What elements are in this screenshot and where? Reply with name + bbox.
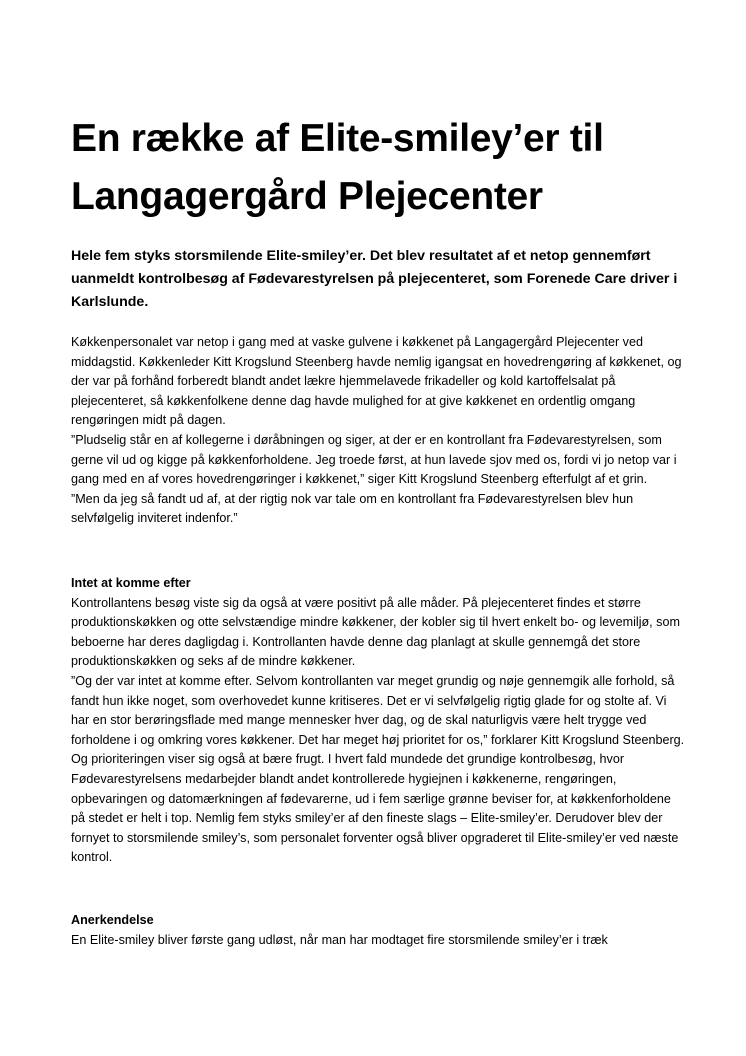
article-title: En række af Elite-smiley’er til Langagergård Plejecenter	[71, 117, 604, 218]
intro-section	[71, 333, 686, 529]
section-heading: Intet at komme efter	[71, 576, 191, 590]
body-paragraph: ”Og der var intet at komme efter. Selvom kontrollanten var meget grundig og nøje gennemgik alle forhold, så fandt hun ikke noget, som overhovedet kunne kritiseres. Det er vi selvfølgelig rigtig glade for og stolte af. Vi har en stor berøringsflade med mange mennesker hver dag, og de skal naturligvis være helt trygge ved forholdene i og omkring vores køkkener. Det har meget høj prioritet for os,” forklarer Kitt Krogslund Steenberg.	[71, 673, 685, 747]
body-paragraph: Og prioriteringen viser sig også at bære frugt. I hvert fald mundede det grundige kontrolbesøg, hvor Fødevarestyrelsens medarbejder blandt andet kontrollerede hygiejnen i køkkenerne, rengøringen, opbevaringen og datomærkningen af fødevarerne, ud i fem særlige grønne beviser for, at køkkenforholdene på stedet er helt i top. Nemlig fem styks smiley’er af den fineste slags – Elite-smiley’er. Derudover blev der fornyet to storsmilende smiley’s, som personalet forventer også bliver opgraderet til Elite-smiley’er ved næste kontrol.	[71, 752, 679, 865]
article-lead: Hele fem styks storsmilende Elite-smiley’er. Det blev resultatet af et netop gennemført uanmeldt kontrolbesøg af Fødevarestyrelsen på plejecenteret, som Forenede Care driver i Karlslunde.	[71, 248, 678, 310]
body-paragraph: Køkkenpersonalet var netop i gang med at vaske gulvene i køkkenet på Langagergård Plejecenter ved middagstid. Køkkenleder Kitt Krogslund Steenberg havde nemlig igangsat en hovedrengøring af køkkenet, og der var på forhånd forberedt blandt andet lækre hjemmelavede frikadeller og kold kartoffelsalat på plejecenteret, så køkkenfolkene denne dag havde mulighed for at give køkkenet en ordentlig omgang rengøringen midt på dagen.	[71, 335, 682, 428]
body-paragraph: ”Men da jeg så fandt ud af, at der rigtig nok var tale om en kontrollant fra Fødevarestyrelsen blev hun selvfølgelig inviteret indenfor.”	[71, 491, 634, 526]
section-heading: Anerkendelse	[71, 913, 154, 927]
body-paragraph: Kontrollantens besøg viste sig da også at være positivt på alle måder. På plejecenteret findes et større produktionskøkken og otte selvstændige mindre køkkener, der kobler sig til hvert enkelt bo- og levemiljø, som beboerne har deres dagligdag i. Kontrollanten havde denne dag planlagt at skulle gennemgå det store produktionskøkken og seks af de mindre køkkener.	[71, 595, 680, 669]
body-paragraph: En Elite-smiley bliver første gang udløst, når man har modtaget fire storsmilende smiley’er i træk	[71, 932, 608, 947]
section-anerkendelse	[71, 911, 686, 950]
section-intet-at-komme-efter	[71, 574, 686, 868]
body-paragraph: ”Pludselig står en af kollegerne i døråbningen og siger, at der er en kontrollant fra Fødevarestyrelsen, som gerne vil ud og kigge på køkkenforholdene. Jeg troede først, at hun lavede sjov med os, fordi vi jo netop var i gang med en af vores hovedrengøringer i køkkenet,” siger Kitt Krogslund Steenberg efterfulgt af et grin.	[71, 432, 677, 487]
